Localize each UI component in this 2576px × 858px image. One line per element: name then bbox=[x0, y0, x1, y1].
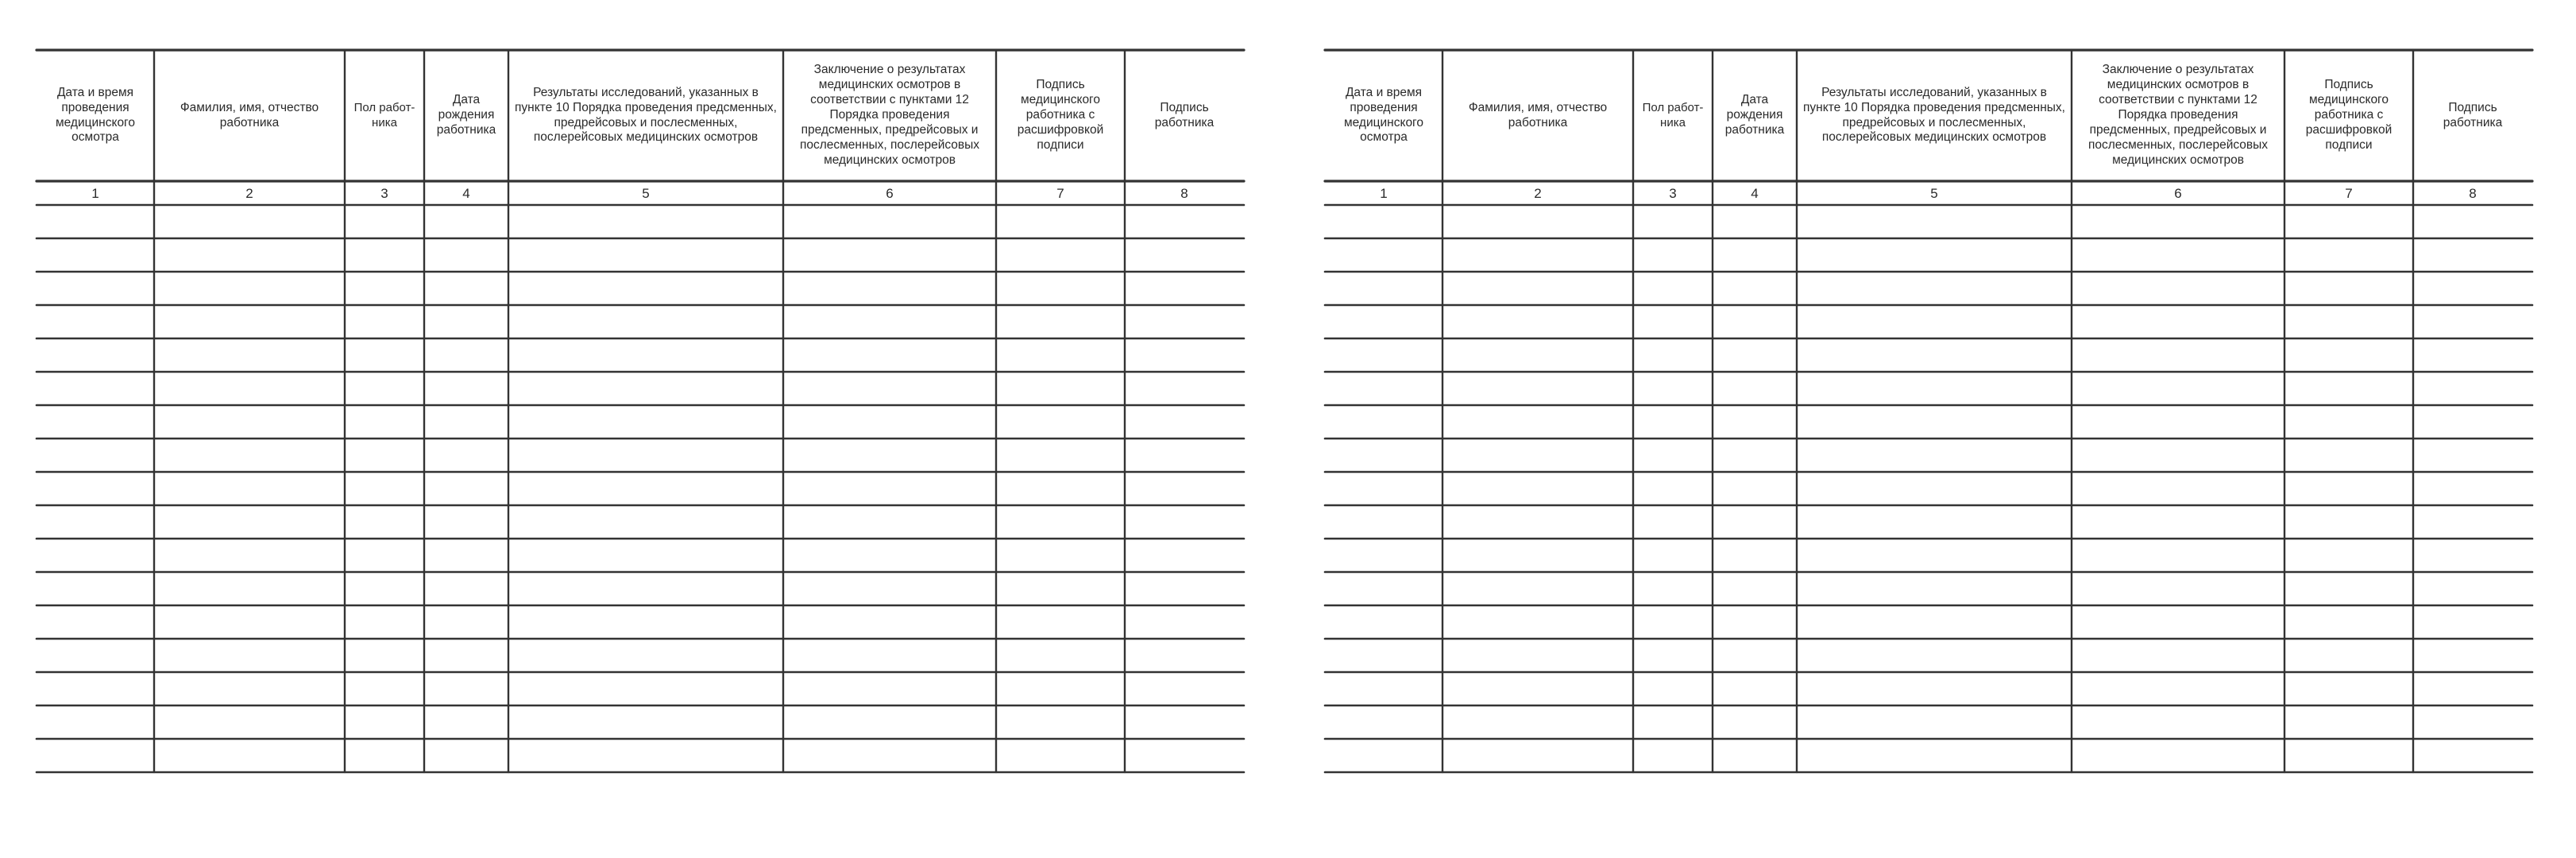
column-number: 4 bbox=[1751, 186, 1759, 201]
column-number: 1 bbox=[1380, 186, 1388, 201]
medical-exam-table bbox=[1325, 46, 2532, 814]
column-number: 5 bbox=[1930, 186, 1938, 201]
header-sex: Пол работ-ника bbox=[353, 101, 415, 129]
column-number: 2 bbox=[245, 186, 253, 201]
header-birth-date: Дата рождения работника bbox=[1724, 93, 1785, 137]
column-number: 8 bbox=[2469, 186, 2477, 201]
header-medic-signature: Подпись медицинского работника с расшифровкой подписи bbox=[2305, 78, 2393, 152]
header-exam-conclusion: Заключение о результатах медицинских осмотров в соответствии с пунктами 12 Порядка проведения предсменных, предрейсовых и послесменных, послерейсовых медицинских осмотров bbox=[2087, 63, 2269, 167]
header-full-name: Фамилия, имя, отчество работника bbox=[180, 100, 319, 129]
column-number: 7 bbox=[1056, 186, 1064, 201]
header-worker-signature: Подпись работника bbox=[2443, 100, 2503, 129]
column-number: 3 bbox=[380, 186, 388, 201]
column-number: 2 bbox=[1534, 186, 1542, 201]
column-number: 6 bbox=[886, 186, 894, 201]
header-exam-datetime: Дата и время проведения медицинского осмотра bbox=[1344, 85, 1423, 145]
header-worker-signature: Подпись работника bbox=[1154, 100, 1215, 129]
column-number: 4 bbox=[462, 186, 470, 201]
column-number: 8 bbox=[1180, 186, 1188, 201]
header-exam-results: Результаты исследований, указанных в пункте 10 Порядка проведения предсменных, предрейсовых и послесменных, послерейсовых медицинских осмотров bbox=[515, 85, 777, 145]
journal-page-right bbox=[1288, 0, 2576, 858]
medical-exam-table bbox=[37, 46, 1244, 814]
column-number: 3 bbox=[1669, 186, 1677, 201]
header-exam-results: Результаты исследований, указанных в пункте 10 Порядка проведения предсменных, предрейсовых и послесменных, послерейсовых медицинских осмотров bbox=[1803, 85, 2065, 145]
column-number: 6 bbox=[2174, 186, 2182, 201]
header-full-name: Фамилия, имя, отчество работника bbox=[1468, 100, 1608, 129]
column-number: 7 bbox=[2345, 186, 2353, 201]
header-medic-signature: Подпись медицинского работника с расшифровкой подписи bbox=[1017, 78, 1104, 152]
column-number: 5 bbox=[642, 186, 650, 201]
header-exam-datetime: Дата и время проведения медицинского осмотра bbox=[56, 85, 135, 145]
column-number: 1 bbox=[91, 186, 99, 201]
header-birth-date: Дата рождения работника bbox=[436, 93, 496, 137]
header-exam-conclusion: Заключение о результатах медицинских осмотров в соответствии с пунктами 12 Порядка проведения предсменных, предрейсовых и послесменных, послерейсовых медицинских осмотров bbox=[799, 63, 980, 167]
header-sex: Пол работ-ника bbox=[1642, 101, 1704, 129]
